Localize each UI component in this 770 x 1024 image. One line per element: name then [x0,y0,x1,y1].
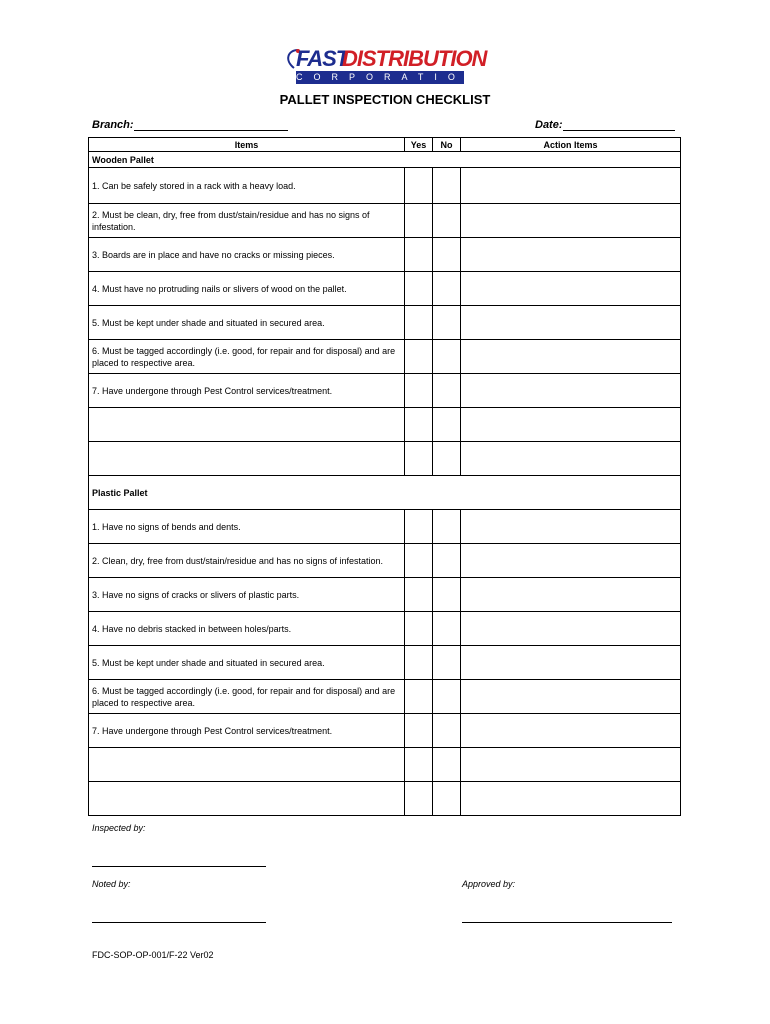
checklist-item: 7. Have undergone through Pest Control services/treatment. [89,374,405,408]
yes-checkbox-cell[interactable] [405,272,433,306]
yes-checkbox-cell[interactable] [405,408,433,442]
document-code: FDC-SOP-OP-001/F-22 Ver02 [92,950,214,960]
action-items-cell[interactable] [461,306,681,340]
checklist-item: 5. Must be kept under shade and situated in secured area. [89,646,405,680]
checklist-item: 7. Have undergone through Pest Control services/treatment. [89,714,405,748]
table-row [89,612,681,646]
table-row [89,442,681,476]
yes-checkbox-cell[interactable] [405,748,433,782]
no-checkbox-cell[interactable] [433,646,461,680]
no-checkbox-cell[interactable] [433,306,461,340]
checklist-item: 1. Have no signs of bends and dents. [89,510,405,544]
table-row [89,408,681,442]
noted-by-line[interactable] [92,922,266,923]
yes-checkbox-cell[interactable] [405,374,433,408]
table-row [89,238,681,272]
action-items-column-header: Action Items [461,138,681,152]
action-items-cell[interactable] [461,714,681,748]
checklist-item: 6. Must be tagged accordingly (i.e. good, for repair and for disposal) and are placed to respective area. [89,340,405,374]
no-checkbox-cell[interactable] [433,238,461,272]
table-row [89,168,681,204]
no-checkbox-cell[interactable] [433,204,461,238]
checklist-item [89,782,405,816]
action-items-cell[interactable] [461,782,681,816]
checklist-item: 5. Must be kept under shade and situated in secured area. [89,306,405,340]
date-field [535,119,675,131]
yes-checkbox-cell[interactable] [405,306,433,340]
no-checkbox-cell[interactable] [433,408,461,442]
checklist-item [89,442,405,476]
checklist-item: 6. Must be tagged accordingly (i.e. good, for repair and for disposal) and are placed to respective area. [89,680,405,714]
page-title: PALLET INSPECTION CHECKLIST [279,92,491,107]
logo-corporation-bar: CORPORATION [296,72,484,82]
date-input-line[interactable] [563,119,675,131]
branch-input-line[interactable] [134,119,288,131]
table-row [89,272,681,306]
table-header-row [89,138,681,152]
table-row [89,204,681,238]
action-items-cell[interactable] [461,578,681,612]
no-column-header: No [433,138,461,152]
logo-distribution-text: DISTRIBUTION [342,46,487,71]
yes-checkbox-cell[interactable] [405,578,433,612]
no-checkbox-cell[interactable] [433,168,461,204]
yes-checkbox-cell[interactable] [405,238,433,272]
table-row [89,680,681,714]
plastic-pallet-heading: Plastic Pallet [89,476,681,510]
action-items-cell[interactable] [461,204,681,238]
items-column-header: Items [89,138,405,152]
yes-checkbox-cell[interactable] [405,442,433,476]
section-row-wooden [89,152,681,168]
yes-checkbox-cell[interactable] [405,714,433,748]
checklist-item: 2. Clean, dry, free from dust/stain/residue and has no signs of infestation. [89,544,405,578]
checklist-item [89,408,405,442]
approved-by-line[interactable] [462,922,672,923]
action-items-cell[interactable] [461,374,681,408]
action-items-cell[interactable] [461,168,681,204]
action-items-cell[interactable] [461,272,681,306]
action-items-cell[interactable] [461,612,681,646]
no-checkbox-cell[interactable] [433,272,461,306]
table-row [89,714,681,748]
wooden-pallet-heading: Wooden Pallet [89,152,681,168]
table-row [89,374,681,408]
no-checkbox-cell[interactable] [433,442,461,476]
checklist-item: 3. Have no signs of cracks or slivers of plastic parts. [89,578,405,612]
table-row [89,340,681,374]
yes-checkbox-cell[interactable] [405,340,433,374]
table-row [89,510,681,544]
action-items-cell[interactable] [461,646,681,680]
branch-field [92,119,288,131]
table-row [89,544,681,578]
yes-checkbox-cell[interactable] [405,168,433,204]
checklist-item: 2. Must be clean, dry, free from dust/stain/residue and has no signs of infestation. [89,204,405,238]
no-checkbox-cell[interactable] [433,748,461,782]
no-checkbox-cell[interactable] [433,374,461,408]
action-items-cell[interactable] [461,544,681,578]
action-items-cell[interactable] [461,340,681,374]
checklist-item [89,748,405,782]
no-checkbox-cell[interactable] [433,714,461,748]
table-row [89,748,681,782]
action-items-cell[interactable] [461,238,681,272]
inspected-by-line[interactable] [92,866,266,867]
approved-by-label: Approved by: [462,879,516,889]
yes-checkbox-cell[interactable] [405,544,433,578]
table-row [89,646,681,680]
yes-checkbox-cell[interactable] [405,612,433,646]
action-items-cell[interactable] [461,510,681,544]
company-logo [284,44,487,88]
no-checkbox-cell[interactable] [433,510,461,544]
table-row [89,306,681,340]
no-checkbox-cell[interactable] [433,578,461,612]
table-row [89,782,681,816]
inspected-by-label: Inspected by: [92,823,146,833]
no-checkbox-cell[interactable] [433,782,461,816]
checklist-item: 4. Have no debris stacked in between holes/parts. [89,612,405,646]
section-row-plastic [89,476,681,510]
yes-column-header: Yes [405,138,433,152]
yes-checkbox-cell[interactable] [405,680,433,714]
checklist-item: 4. Must have no protruding nails or slivers of wood on the pallet. [89,272,405,306]
branch-label: Branch: [92,119,134,131]
table-row [89,578,681,612]
yes-checkbox-cell[interactable] [405,782,433,816]
action-items-cell[interactable] [461,442,681,476]
checklist-item: 3. Boards are in place and have no cracks or missing pieces. [89,238,405,272]
action-items-cell[interactable] [461,680,681,714]
no-checkbox-cell[interactable] [433,680,461,714]
yes-checkbox-cell[interactable] [405,204,433,238]
logo-fast-text: FAST [296,46,349,71]
action-items-cell[interactable] [461,748,681,782]
yes-checkbox-cell[interactable] [405,510,433,544]
checklist-table [88,137,681,816]
checklist-item: 1. Can be safely stored in a rack with a heavy load. [89,168,405,204]
yes-checkbox-cell[interactable] [405,646,433,680]
no-checkbox-cell[interactable] [433,612,461,646]
action-items-cell[interactable] [461,408,681,442]
no-checkbox-cell[interactable] [433,340,461,374]
date-label: Date: [535,119,563,131]
no-checkbox-cell[interactable] [433,544,461,578]
noted-by-label: Noted by: [92,879,131,889]
